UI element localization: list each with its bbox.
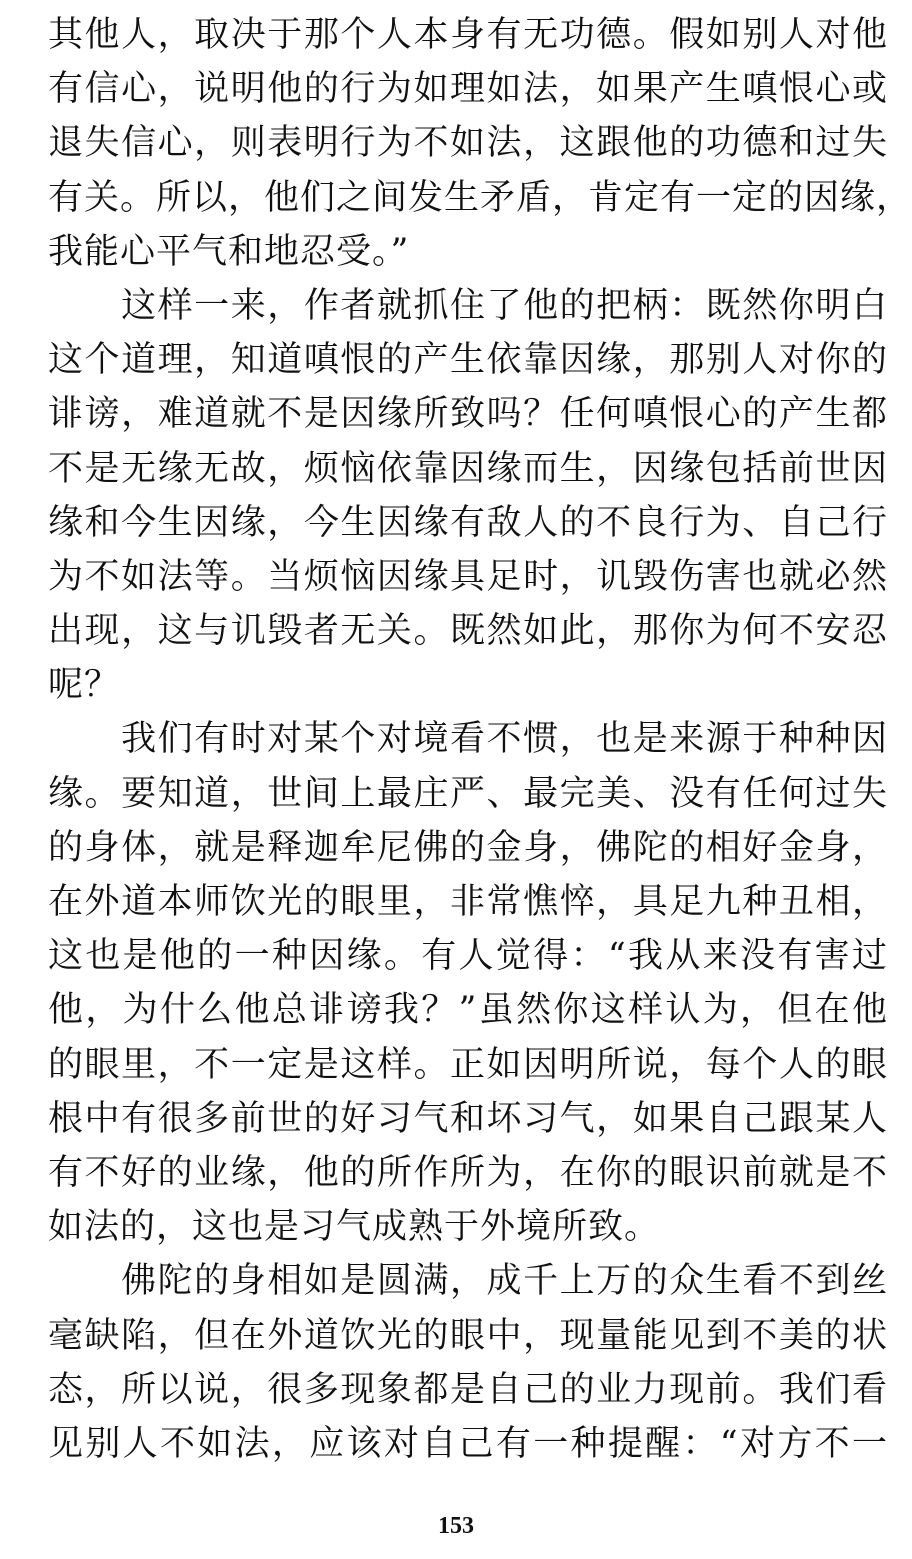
body-text <box>48 8 912 1471</box>
text-line: 佛陀的身相如是圆满，成千上万的众生看不到丝 <box>48 1261 888 1302</box>
page-number: 153 <box>438 1513 474 1539</box>
text-line: 毫缺陷，但在外道饮光的眼中，现量能见到不美的状 <box>48 1315 888 1356</box>
text-line: 这个道理，知道嗔恨的产生依靠因缘，那别人对你的 <box>48 340 888 381</box>
text-line: 态，所以说，很多现象都是自己的业力现前。我们看 <box>48 1369 888 1410</box>
text-line: 有关。所以，他们之间发生矛盾，肯定有一定的因缘， <box>48 177 912 218</box>
text-line: 根中有很多前世的好习气和坏习气，如果自己跟某人 <box>48 1098 888 1139</box>
text-line: 缘和今生因缘，今生因缘有敌人的不良行为、自己行 <box>48 502 888 543</box>
text-line: 诽谤，难道就不是因缘所致吗？任何嗔恨心的产生都 <box>48 394 888 435</box>
text-line: 退失信心，则表明行为不如法，这跟他的功德和过失 <box>48 123 888 164</box>
text-line: 我能心平气和地忍受。” <box>48 231 410 272</box>
text-line: 这也是他的一种因缘。有人觉得：“我从来没有害过 <box>48 936 888 977</box>
text-line: 我们有时对某个对境看不惯，也是来源于种种因 <box>48 719 888 760</box>
text-line: 出现，这与讥毁者无关。既然如此，那你为何不安忍 <box>48 611 888 652</box>
text-line: 不是无缘无故，烦恼依靠因缘而生，因缘包括前世因 <box>48 448 888 489</box>
text-line: 为不如法等。当烦恼因缘具足时，讥毁伤害也就必然 <box>48 556 888 597</box>
text-line: 这样一来，作者就抓住了他的把柄：既然你明白 <box>48 285 888 326</box>
text-line: 见别人不如法，应该对自己有一种提醒：“对方不一 <box>48 1423 888 1464</box>
text-line: 有信心，说明他的行为如理如法，如果产生嗔恨心或 <box>48 69 888 110</box>
text-line: 呢？ <box>48 665 121 706</box>
text-line: 在外道本师饮光的眼里，非常憔悴，具足九种丑相， <box>48 882 888 922</box>
text-line: 他，为什么他总诽谤我？”虽然你这样认为，但在他 <box>48 990 888 1031</box>
text-line: 其他人，取决于那个人本身有无功德。假如别人对他 <box>48 15 888 55</box>
text-line: 的眼里，不一定是这样。正如因明所说，每个人的眼 <box>48 1044 888 1085</box>
text-line: 如法的，这也是习气成熟于外境所致。 <box>48 1207 661 1248</box>
text-line: 有不好的业缘，他的所作所为，在你的眼识前就是不 <box>48 1152 888 1193</box>
text-line: 缘。要知道，世间上最庄严、最完美、没有任何过失 <box>48 773 888 814</box>
text-line: 的身体，就是释迦牟尼佛的金身，佛陀的相好金身， <box>48 827 888 868</box>
